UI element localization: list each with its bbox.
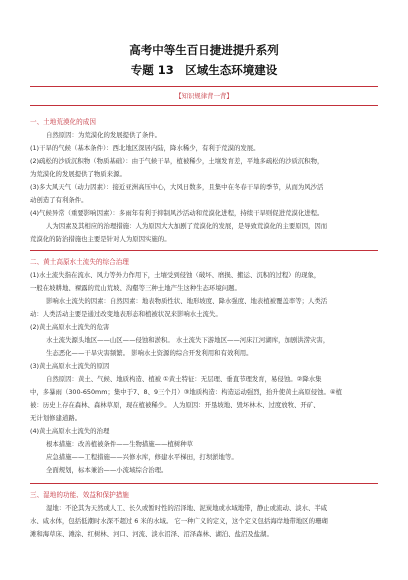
text-line: (2)黄土高原水土流失的危害 (30, 323, 110, 331)
text-line: 根本措施：改善植被条件——生物措施——植树种草 (46, 440, 193, 448)
text-line: 无计划修建道路。 (30, 414, 82, 422)
topic-title: 专题 13 区域生态环境建设 (130, 63, 278, 77)
text-line: 动创造了有利条件。 (30, 196, 88, 204)
text-line: 影响水土流失的因素：自然因素：地表物质性状、地形坡度、降水强度、地表植被覆盖率等；人类活 (46, 297, 328, 305)
text-line: (4)气候异常（重要影响因素）：多雨年有利于抑制风沙活动和荒漠化进程，持续干旱则促进荒漠化进程。 (30, 209, 324, 217)
text-line: 荒漠化的防治措施也主要是针对人为原因实施的。 (30, 235, 171, 243)
text-line: 水土流失源头地区——山区——侵蚀和淤积。 水土流失下游地区——河床江河湖库，加剧洪涝灾害， (46, 336, 330, 344)
text-line: (3)黄土高原水土流失的原因 (30, 362, 110, 370)
text-line: 水、咸水体，包括低潮时水深不超过 6 米的水域。 它一种广义的定义，这个定义包括海岸地带地区的珊瑚 (30, 517, 328, 525)
text-line: 为荒漠化的发展提供了物质来源。 (30, 170, 126, 178)
section-divider (30, 483, 378, 484)
section-heading-wetlands: 三、湿地的功能、效益和保护措施 (30, 491, 129, 499)
text-line: 全面规划，标本兼治——小流域综合治理。 (46, 466, 168, 474)
text-line: (3)多大风天气（动力因素）：接近亚洲高压中心，大风日数多，且集中在冬春干旱的季节，从而为风沙活 (30, 183, 324, 191)
text-line: 湿地：不论其为天然或人工、长久或暂时性的沼泽地、泥炭地或水域地带，静止或流动、淡水、半咸 (46, 504, 328, 512)
text-line: (2)疏松的沙质沉积物（物质基础）：由于气候干旱，植被稀少，土壤发育差，平地多疏松的沙质沉积物， (30, 157, 324, 165)
text-line: (4)黄土高原水土流失的治理 (30, 427, 110, 435)
text-line: 生态恶化——干旱灾害频繁。 影响水土资源的综合开发利用和有效利用。 (46, 349, 253, 357)
section-heading-desertification: 一、土地荒漠化的成因 (30, 118, 96, 126)
text-line: 自然原因：为荒漠化的发展提供了条件。 (46, 131, 162, 139)
knowledge-banner (30, 86, 378, 106)
series-title: 高考中等生百日捷进提升系列 (129, 43, 279, 57)
text-line: 人为因素及其相应的治理措施：人为原因大大加剧了荒漠化的发展，是导致荒漠化的主要原因，因而 (46, 222, 328, 230)
text-line: (1)水土流失指在流水、风力等外力作用下，土壤受到侵蚀（破坏、磨损、搬运、沉积的过程）的现象， (30, 271, 321, 279)
section-heading-soil-erosion: 二、黄土高原水土流失的综合治理 (30, 258, 129, 266)
banner-label: 【知识规律背一背】 (175, 92, 233, 100)
text-line: 滩和海草床、滩涂、红树林、河口、河流、淡水沼泽、沼泽森林、湖泊、盐沼及盐湖。 (30, 530, 273, 538)
text-line: 应急措施——工程措施——兴修水库，修建水平梯田，打坝淤地等。 (46, 453, 238, 461)
text-line: 自然原因：黄土、气候、地质构造、植被 ①黄土特征：无层理、垂直节理发育，易侵蚀。②降水集 (46, 375, 322, 383)
text-line: 中，多暴雨（300-650mm；集中于7、8、9三个月）③地质构造：构造运动强烈，抬升使黄土高原侵蚀。④植 (30, 388, 343, 396)
text-line: 一般在坡耕地、裸露的荒山荒坡、沟壑等三种土地产生这种生态环境问题。 (30, 284, 241, 292)
text-line: (1)干旱的气候（基本条件）：西北地区深居内陆，降水稀少，有利于荒漠的发展。 (30, 144, 260, 152)
text-line: 动：人类活动主要是通过改变地表形态和植被状况来影响水土流失。 (30, 310, 222, 318)
text-line: 被：历史上存在森林、森林草原，现在植被稀少。 人为原因：开垦坡地、毁坏林木、过度放牧、开矿、 (30, 401, 320, 409)
section-divider (30, 250, 378, 251)
